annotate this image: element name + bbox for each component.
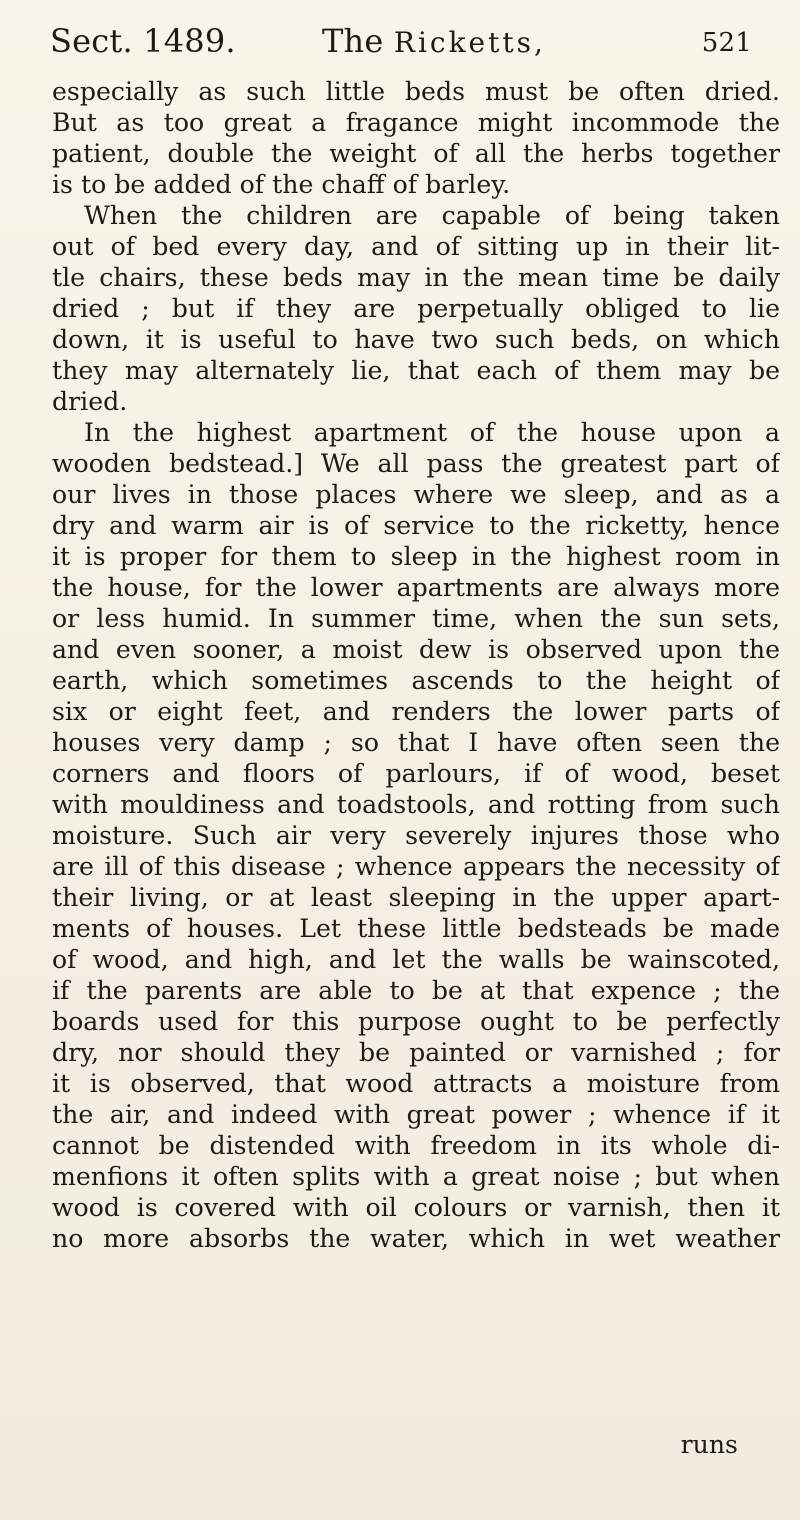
text-line: they may alternately lie, that each of them may be: [52, 356, 780, 385]
running-header: [50, 22, 752, 62]
text-line: patient, double the weight of all the herbs together: [52, 139, 780, 168]
running-title: [322, 22, 546, 60]
text-line: houses very damp ; so that I have often seen the: [52, 728, 780, 757]
text-line: no more absorbs the water, which in wet weather: [52, 1224, 780, 1253]
text-line: or less humid. In summer time, when the sun sets,: [52, 604, 780, 633]
text-line: are ill of this disease ; whence appears the necessity of: [52, 852, 780, 881]
text-line: down, it is useful to have two such beds, on which: [52, 325, 780, 354]
text-line: is to be added of the chaff of barley.: [52, 170, 511, 199]
text-line: dried.: [52, 387, 128, 416]
text-line: menfions it often splits with a great noise ; but when: [52, 1162, 780, 1191]
text-line: of wood, and high, and let the walls be wainscoted,: [52, 945, 780, 974]
text-line: six or eight feet, and renders the lower parts of: [52, 697, 780, 726]
text-line: When the children are capable of being taken: [84, 201, 780, 230]
text-line: moisture. Such air very severely injures those who: [52, 821, 780, 850]
text-line: ments of houses. Let these little bedsteads be made: [52, 914, 780, 943]
text-line: boards used for this purpose ought to be perfectly: [52, 1007, 780, 1036]
text-line: earth, which sometimes ascends to the height of: [52, 666, 780, 695]
text-line: dried ; but if they are perpetually obliged to lie: [52, 294, 780, 323]
text-line: our lives in those places where we sleep, and as a: [52, 480, 780, 509]
text-line: with mouldiness and toadstools, and rotting from such: [52, 790, 780, 819]
text-line: wooden bedstead.] We all pass the greatest part of: [52, 449, 780, 478]
text-line: dry and warm air is of service to the ricketty, hence: [52, 511, 780, 540]
body-text: [52, 76, 780, 1254]
page-number: 521: [701, 28, 752, 58]
text-line: the air, and indeed with great power ; whence if it: [52, 1100, 780, 1129]
catchword: runs: [680, 1430, 738, 1459]
text-line: dry, nor should they be painted or varnished ; for: [52, 1038, 780, 1067]
text-line: it is proper for them to sleep in the highest room in: [52, 542, 780, 571]
text-line: But as too great a fragance might incommode the: [52, 108, 780, 137]
text-line: especially as such little beds must be often dried.: [52, 77, 780, 106]
running-title-article: The: [322, 22, 384, 60]
text-line: wood is covered with oil colours or varnish, then it: [52, 1193, 780, 1222]
text-line: tle chairs, these beds may in the mean time be daily: [52, 263, 780, 292]
running-title-name: Ricketts,: [393, 26, 546, 59]
text-line: cannot be distended with freedom in its whole di-: [52, 1131, 780, 1160]
text-line: if the parents are able to be at that expence ; the: [52, 976, 780, 1005]
text-line: In the highest apartment of the house upon a: [84, 418, 780, 447]
text-line: and even sooner, a moist dew is observed upon the: [52, 635, 780, 664]
section-number: Sect. 1489.: [50, 22, 236, 60]
text-line: their living, or at least sleeping in the upper apart-: [52, 883, 780, 912]
text-line: the house, for the lower apartments are always more: [52, 573, 780, 602]
text-line: corners and floors of parlours, if of wood, beset: [52, 759, 780, 788]
text-line: it is observed, that wood attracts a moisture from: [52, 1069, 780, 1098]
text-line: out of bed every day, and of sitting up in their lit-: [52, 232, 780, 261]
